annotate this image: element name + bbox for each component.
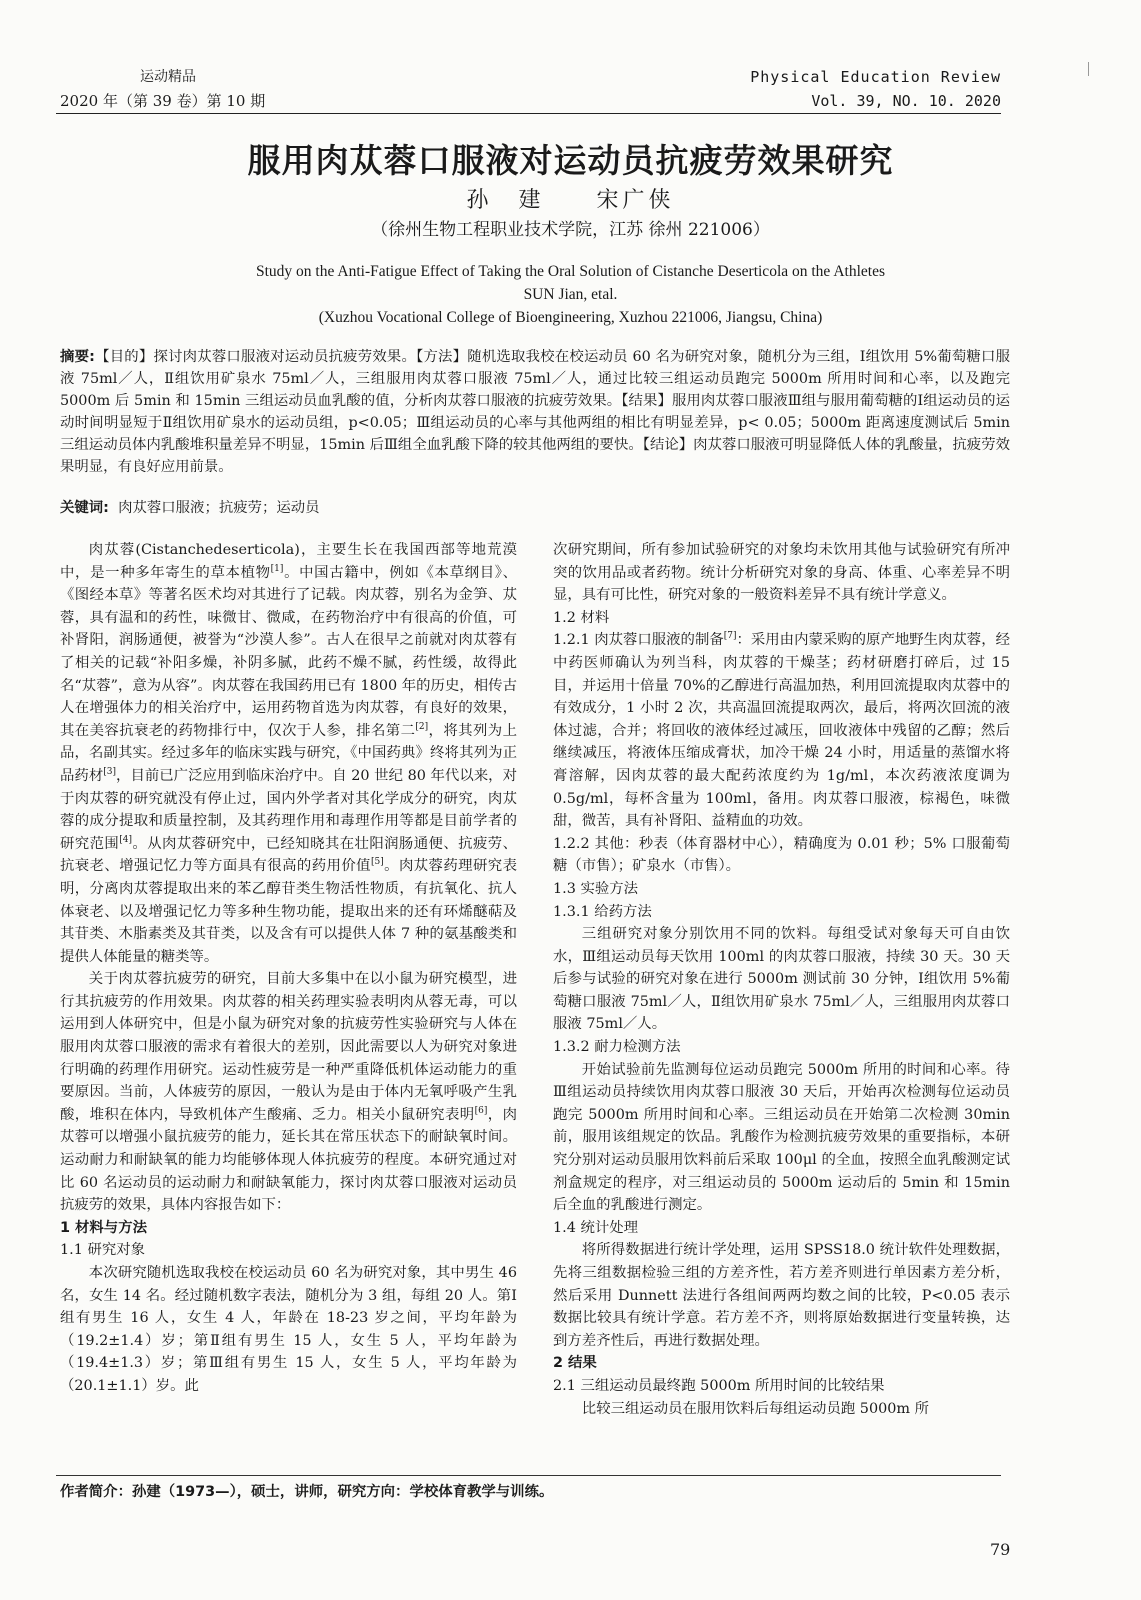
edge-mark — [1088, 62, 1089, 76]
citation-ref: [3] — [103, 767, 116, 778]
subsection-heading: 1.2 材料 — [553, 609, 610, 626]
subsection-heading: 1.3.1 给药方法 — [553, 903, 652, 920]
citation-ref: [7] — [723, 631, 737, 642]
keywords-text: 肉苁蓉口服液；抗疲劳；运动员 — [118, 500, 320, 516]
subsection-heading: 2.1 三组运动员最终跑 5000m 所用时间的比较结果 — [553, 1377, 885, 1394]
english-affiliation: (Xuzhou Vocational College of Bioengineering, Xuzhou 221006, Jiangsu, China) — [318, 309, 823, 326]
keywords — [60, 497, 1010, 519]
body-paragraph: 1.2.2 其他：秒表（体育器材中心），精确度为 0.01 秒；5% 口服葡萄糖（市售）；矿泉水（市售）。 — [553, 835, 1010, 875]
page-number: 79 — [990, 1540, 1011, 1559]
subsection-heading: 1.3 实验方法 — [553, 880, 639, 897]
subsection-heading: 1.3.2 耐力检测方法 — [553, 1039, 681, 1056]
body-left-column — [60, 539, 517, 1398]
journal-issue-en: Vol. 39, NO. 10. 2020 — [811, 92, 1001, 110]
paper-title: 服用肉苁蓉口服液对运动员抗疲劳效果研究 — [247, 141, 894, 180]
citation-ref: [4] — [119, 834, 132, 845]
abstract-label: 摘要: — [60, 349, 95, 365]
abstract — [60, 346, 1010, 478]
section-heading: 2 结果 — [553, 1355, 597, 1372]
citation-ref: [2] — [415, 721, 429, 732]
citation-ref: [1] — [270, 563, 284, 574]
citation-ref: [6] — [474, 1106, 488, 1117]
footnote-rule — [56, 1475, 1001, 1476]
abstract-text: 【目的】探讨肉苁蓉口服液对运动员抗疲劳效果。【方法】随机选取我校在校运动员 60 名为研究对象，随机分为三组，Ⅰ组饮用 5%葡萄糖口服液 75ml／人，Ⅱ组饮用矿泉水 75ml／人，三组服用肉苁蓉口服液 75ml／人，通过比较三组运动员跑完 5000m 所用时间和心率，以及跑完 5000m 后 5min 和 15min 三组运动员血乳酸的值，分析肉苁蓉口服液的抗疲劳效果。【结果】服用肉苁蓉口服液Ⅲ组与服用葡萄糖的Ⅰ组运动员的运动时间明显短于Ⅱ组饮用矿泉水的运动员组，p<0.05；Ⅲ组运动员的心率与其他两组的相比有明显差异，p< 0.05；5000m 距离速度测试后 5min 三组运动员体内乳酸堆积量差异不明显，15min 后Ⅲ组全血乳酸下降的较其他两组的要快。【结论】肉苁蓉口服液可明显降低人体的乳酸量，抗疲劳效果明显，有良好应用前景。 — [60, 349, 1010, 475]
journal-name-en: Physical Education Review — [750, 68, 1001, 86]
paper-affiliation: （徐州生物工程职业技术学院，江苏 徐州 221006） — [371, 220, 770, 240]
body-paragraph: 本次研究随机选取我校在校运动员 60 名为研究对象，其中男生 46 名，女生 14 名。经过随机数字表法，随机分为 3 组，每组 20 人。第Ⅰ组有男生 16 人，女生 4 人，年龄在 18-23 岁之间，平均年龄为（19.2±1.4）岁；第Ⅱ组有男生 15 人，女生 5 人，平均年龄为（19.4±1.3）岁；第Ⅲ组有男生 15 人，女生 5 人，平均年龄为（20.1±1.1）岁。此 — [60, 1265, 517, 1394]
body-paragraph: 将所得数据进行统计学处理，运用 SPSS18.0 统计软件处理数据，先将三组数据检验三组的方差齐性，若方差齐则进行单因素方差分析，然后采用 Dunnett 法进行各组间两两均数之间的比较，P<0.05 表示数据比较具有统计学意。若方差不齐，则将原始数据进行变量转换，达到方差齐性后，再进行数据处理。 — [553, 1242, 1010, 1349]
body-right-column — [553, 539, 1010, 1420]
citation-ref: [5] — [370, 857, 384, 868]
english-title: Study on the Anti-Fatigue Effect of Taking the Oral Solution of Cistanche Deserticola on the Athletes — [256, 263, 885, 280]
subsection-heading: 1.4 统计处理 — [553, 1219, 639, 1236]
body-paragraph: 关于肉苁蓉抗疲劳的研究，目前大多集中在以小鼠为研究模型，进行其抗疲劳的作用效果。肉苁蓉的相关药理实验表明肉从蓉无毒，可以运用到人体研究中，但是小鼠为研究对象的抗疲劳性实验研究与人体在服用肉苁蓉口服液的需求有着很大的差别，因此需要以人为研究对象进行明确的药理作用研究。运动性疲劳是一种严重降低机体运动能力的重要原因。当前，人体疲劳的原因，一般认为是由于体内无氧呼吸产生乳酸，堆积在体内，导致机体产生酸痛、乏力。相关小鼠研究表明[6]，肉苁蓉可以增强小鼠抗疲劳的能力，延长其在常压状态下的耐缺氧时间。运动耐力和耐缺氧的能力均能够体现人体抗疲劳的程度。本研究通过对比 60 名运动员的运动耐力和耐缺氧能力，探讨肉苁蓉口服液对运动员抗疲劳的效果，具体内容报告如下： — [60, 971, 517, 1214]
body-paragraph: 1.2.1 肉苁蓉口服液的制备[7]：采用由内蒙采购的原产地野生肉苁蓉，经中药医师确认为列当科，肉苁蓉的干燥茎；药材研磨打碎后，过 15 目，并运用十倍量 70%的乙醇进行高温加热，利用回流提取肉苁蓉中的有效成分，1 小时 2 次，共高温回流提取两次，最后，将两次回流的液体过滤，合并；将回收的液体经过减压，回收液体中残留的乙醇；然后继续减压，将液体压缩成膏状，加冷干燥 24 小时，用适量的蒸馏水将膏溶解，因肉苁蓉的最大配药浓度约为 1g/ml，本次药液浓度调为 0.5g/ml，每杯含量为 100ml，备用。肉苁蓉口服液，棕褐色，味微甜，微苦，具有补肾阳、益精血的功效。 — [553, 631, 1010, 830]
author-footnote: 作者简介：孙建（1973—），硕士，讲师，研究方向：学校体育教学与训练。 — [60, 1484, 554, 1500]
body-paragraph: 开始试验前先监测每位运动员跑完 5000m 所用的时间和心率。待Ⅲ组运动员持续饮用肉苁蓉口服液 30 天后，开始再次检测每位运动员跑完 5000m 所用时间和心率。三组运动员在开始第二次检测 30min 前，服用该组规定的饮品。乳酸作为检测抗疲劳效果的重要指标，本研究分别对运动员服用饮料前后采取 100μl 的全血，按照全血乳酸测定试剂盒规定的程序，对三组运动员的 5000m 运动后的 5min 和 15min 后全血的乳酸进行测定。 — [553, 1061, 1010, 1214]
body-paragraph: 肉苁蓉(Cistanchedeserticola)，主要生长在我国西部等地荒漠中，是一种多年寄生的草本植物[1]。中国古籍中，例如《本草纲目》、《图经本草》等著名医术均对其进行了记载。肉苁蓉，别名为金笋、苁蓉，具有温和的药性，味微甘、微咸，在药物治疗中有很高的价值，可补肾阳，润肠通便，被誉为“沙漠人参”。古人在很早之前就对肉苁蓉有了相关的记载“补阳多燥，补阴多腻，此药不燥不腻，药性缓，故得此名“苁蓉”，意为从容”。肉苁蓉在我国药用已有 1800 年的历史，相传古人在增强体力的相关治疗中，运用药物首选为肉苁蓉，有良好的效果，其在美容抗衰老的药物排行中，仅次于人参，排名第二[2]，将其列为上品，名副其实。经过多年的临床实践与研究，《中国药典》终将其列为正品药材[3]，目前已广泛应用到临床治疗中。自 20 世纪 80 年代以来，对于肉苁蓉的研究就没有停止过，国内外学者对其化学成分的研究，肉苁蓉的成分提取和质量控制，及其药理作用和毒理作用等都是目前学者的研究范围[4]。从肉苁蓉研究中，已经知晓其在壮阳润肠通便、抗疲劳、抗衰老、增强记忆力等方面具有很高的药用价值[5]。肉苁蓉药理研究表明，分离肉苁蓉提取出来的苯乙醇苷类生物活性物质，有抗氧化、抗人体衰老、以及增强记忆力等多种生物功能，提取出来的还有环烯醚萜及其苷类、木脂素类及其苷类，以及含有可以提供人体 7 种的氨基酸类和提供人体能量的糖类等。 — [60, 542, 517, 965]
header-rule — [56, 113, 1001, 114]
section-heading: 1 材料与方法 — [60, 1219, 147, 1236]
paper-authors: 孙 建 宋广侠 — [466, 188, 675, 213]
english-authors: SUN Jian, etal. — [523, 286, 618, 303]
keywords-label: 关键词: — [60, 500, 109, 516]
body-paragraph: 三组研究对象分别饮用不同的饮料。每组受试对象每天可自由饮水，Ⅲ组运动员每天饮用 100ml 的肉苁蓉口服液，持续 30 天。30 天后参与试验的研究对象在进行 5000m 测试前 30 分钟，Ⅰ组饮用 5%葡萄糖口服液 75ml／人，Ⅱ组饮用矿泉水 75ml／人，三组服用肉苁蓉口服液 75ml／人。 — [553, 926, 1010, 1033]
journal-issue-cn: 2020 年（第 39 卷）第 10 期 — [60, 92, 266, 110]
body-paragraph: 比较三组运动员在服用饮料后每组运动员跑 5000m 所 — [581, 1400, 930, 1417]
body-paragraph: 次研究期间，所有参加试验研究的对象均未饮用其他与试验研究有所冲突的饮用品或者药物。统计分析研究对象的身高、体重、心率差异不明显，具有可比性，研究对象的一般资料差异不具有统计学意义。 — [553, 542, 1010, 604]
subsection-heading: 1.1 研究对象 — [60, 1242, 146, 1259]
journal-column-name: 运动精品 — [140, 69, 196, 85]
